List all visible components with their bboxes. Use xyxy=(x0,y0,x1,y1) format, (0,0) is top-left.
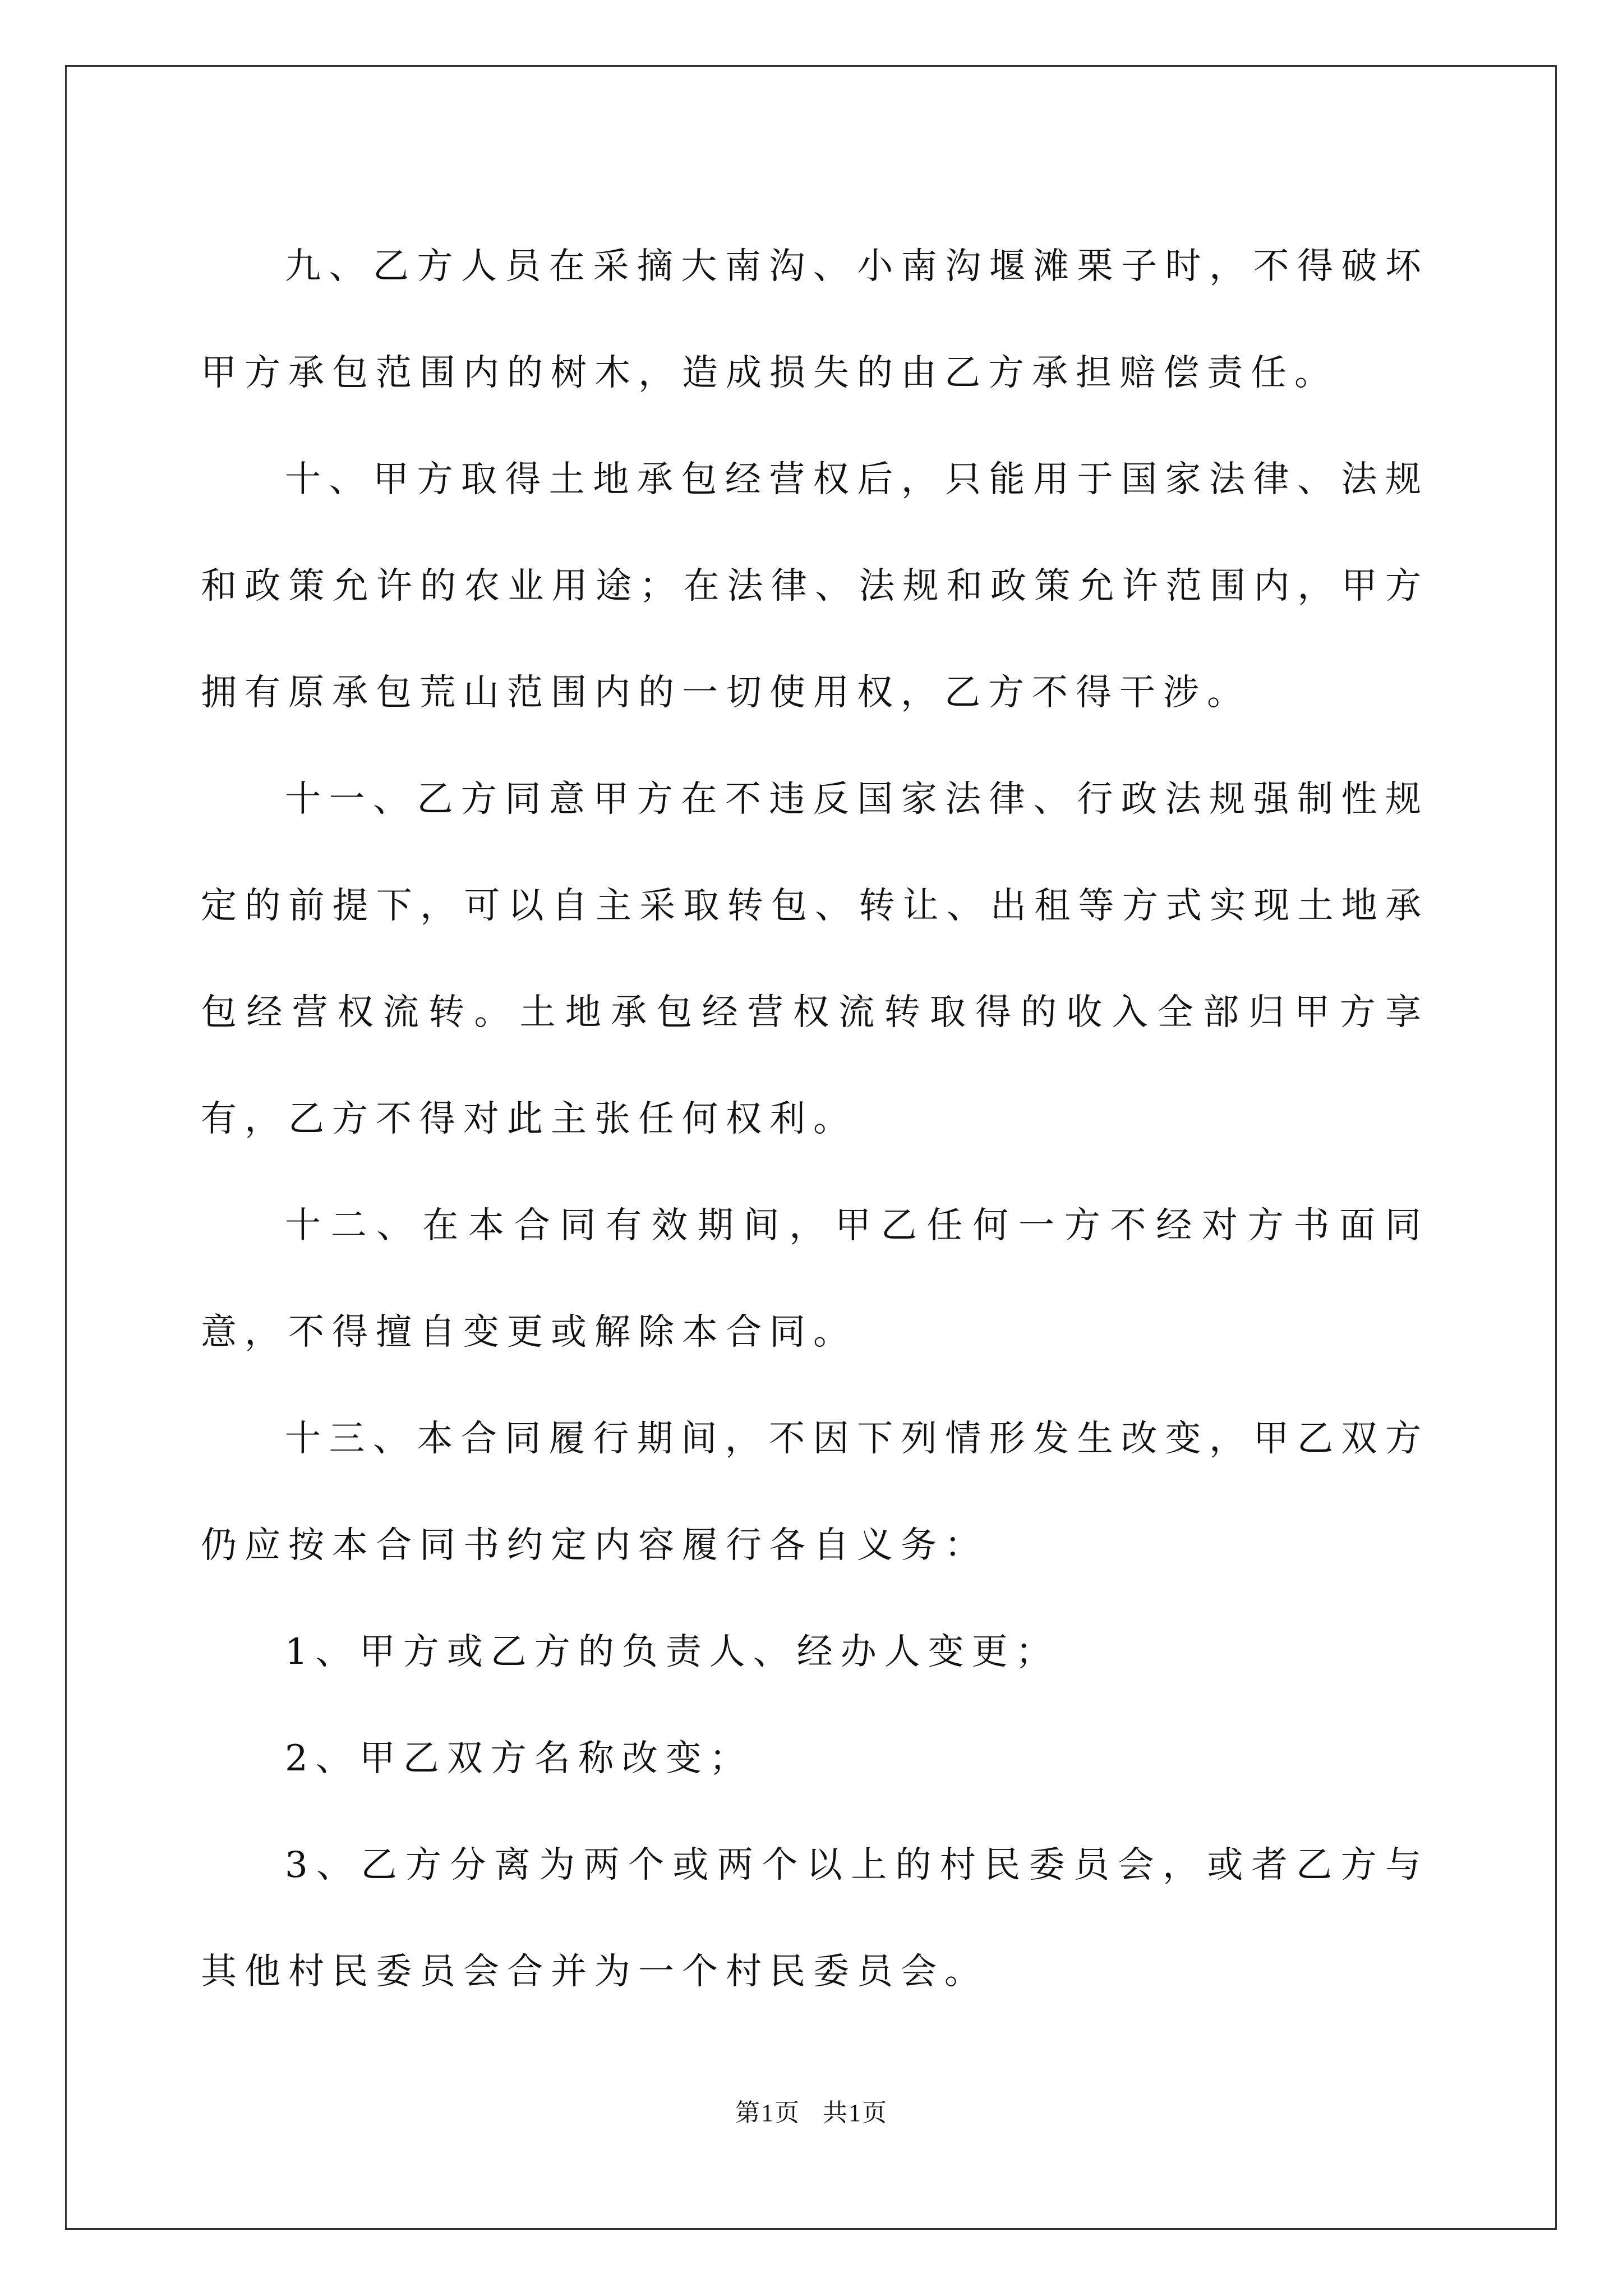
clause-10: 十、甲方取得土地承包经营权后，只能用于国家法律、法规和政策允许的农业用途；在法律、法规和政策允许范围内，甲方拥有原承包荒山范围内的一切使用权，乙方不得干涉。 xyxy=(201,459,1429,714)
clause-13: 十三、本合同履行期间，不因下列情形发生改变，甲乙双方仍应按本合同书约定内容履行各自义务： xyxy=(201,1418,1429,1566)
page-number: 第1页 xyxy=(735,2099,800,2127)
clause-12: 十二、在本合同有效期间，甲乙任何一方不经对方书面同意，不得擅自变更或解除本合同。 xyxy=(201,1205,1429,1353)
clause-13-item-1: 1、甲方或乙方的负责人、经办人变更； xyxy=(285,1631,1059,1673)
page-total: 共1页 xyxy=(823,2099,888,2127)
page-footer xyxy=(0,2092,1623,2128)
clause-9: 九、乙方人员在采摘大南沟、小南沟堰滩栗子时，不得破坏甲方承包范围内的树木，造成损失的由乙方承担赔偿责任。 xyxy=(201,246,1429,394)
clause-13-item-3: 3、乙方分离为两个或两个以上的村民委员会，或者乙方与其他村民委员会合并为一个村民委员会。 xyxy=(201,1844,1429,1993)
document-body xyxy=(201,213,1429,2025)
clause-13-item-2: 2、甲乙双方名称改变； xyxy=(285,1738,753,1779)
clause-11: 十一、乙方同意甲方在不违反国家法律、行政法规强制性规定的前提下，可以自主采取转包、转让、出租等方式实现土地承包经营权流转。土地承包经营权流转取得的收入全部归甲方享有，乙方不得对此主张任何权利。 xyxy=(201,779,1429,1140)
